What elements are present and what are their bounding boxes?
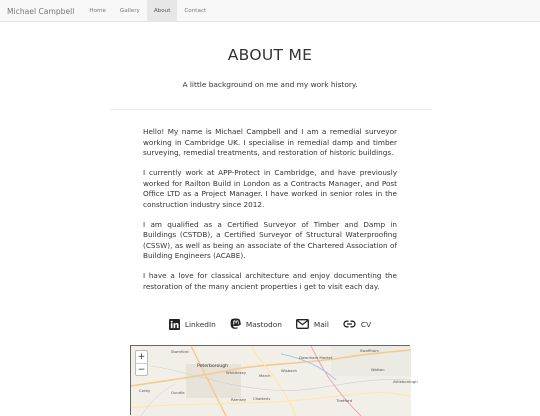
map-label: Watton bbox=[371, 367, 385, 372]
brand-link[interactable]: Michael Campbell bbox=[7, 6, 75, 16]
linkedin-label: LinkedIn bbox=[184, 319, 216, 329]
map-label: Whittlesey bbox=[226, 370, 247, 375]
cv-label: CV bbox=[360, 319, 372, 329]
map-label: Corby bbox=[139, 388, 151, 393]
map-zoom-control bbox=[135, 350, 148, 376]
nav-item-contact[interactable]: Contact bbox=[184, 8, 207, 14]
link-icon bbox=[343, 320, 356, 328]
mastodon-icon bbox=[230, 318, 241, 330]
map-label: Ramsey bbox=[231, 397, 247, 402]
mastodon-label: Mastodon bbox=[245, 319, 282, 329]
map-label: Swaffham bbox=[360, 348, 379, 353]
nav-item-gallery[interactable]: Gallery bbox=[119, 8, 140, 14]
zoom-out-button[interactable]: − bbox=[137, 364, 146, 375]
nav-item-about[interactable]: About bbox=[147, 0, 178, 22]
bio-paragraph: I am qualified as a Certified Surveyor of Timber and Damp in Buildings (CSTDB), a Certified Surveyor of Structural Waterproofing (CSSW), as well as being an associate of the Chartered Association of Building Engineers (ACABE). bbox=[143, 219, 397, 260]
mail-icon bbox=[296, 319, 309, 329]
bio-paragraph: I currently work at APP-Protect in Cambridge, and have previously worked for Railton Build in London as a Contracts Manager, and Post Office LTD as a Project Manager. I have worked in senior roles in the construction industry since 2012. bbox=[143, 168, 397, 209]
divider bbox=[110, 109, 432, 110]
map-label: Peterborough bbox=[197, 364, 229, 369]
cv-link[interactable] bbox=[343, 320, 371, 329]
map-label: Stamford bbox=[171, 349, 189, 354]
map-label: March bbox=[259, 373, 271, 378]
page-title: ABOUT ME bbox=[227, 46, 313, 64]
map-label: Chatteris bbox=[253, 396, 271, 401]
bio-paragraph: I have a love for classical architecture and enjoy documenting the restoration of the many ancient properties i get to visit each day. bbox=[143, 271, 397, 291]
mail-link[interactable] bbox=[296, 319, 329, 329]
map-label: Thetford bbox=[336, 398, 353, 403]
page-subtitle: A little background on me and my work history. bbox=[182, 80, 358, 89]
linkedin-link[interactable] bbox=[169, 319, 216, 330]
map-label: Oundle bbox=[171, 390, 185, 395]
nav-item-home[interactable]: Home bbox=[89, 8, 106, 14]
map-label: Wisbech bbox=[281, 368, 297, 373]
mastodon-link[interactable] bbox=[230, 318, 282, 330]
map-label: Attleborough bbox=[393, 379, 418, 384]
zoom-in-button[interactable]: + bbox=[137, 352, 146, 362]
map-tiles bbox=[131, 346, 411, 416]
mail-label: Mail bbox=[313, 319, 329, 329]
navbar bbox=[0, 0, 540, 22]
bio-text bbox=[143, 127, 397, 302]
map-label: Downham Market bbox=[299, 355, 333, 360]
location-map[interactable] bbox=[130, 345, 418, 415]
linkedin-icon bbox=[169, 319, 180, 330]
social-links bbox=[0, 316, 540, 332]
bio-paragraph: Hello! My name is Michael Campbell and I am a remedial surveyor working in Cambridge UK. I specialise in remedial damp and timber surveying, remedial treatments, and restoration of historic buildings. bbox=[143, 127, 397, 157]
